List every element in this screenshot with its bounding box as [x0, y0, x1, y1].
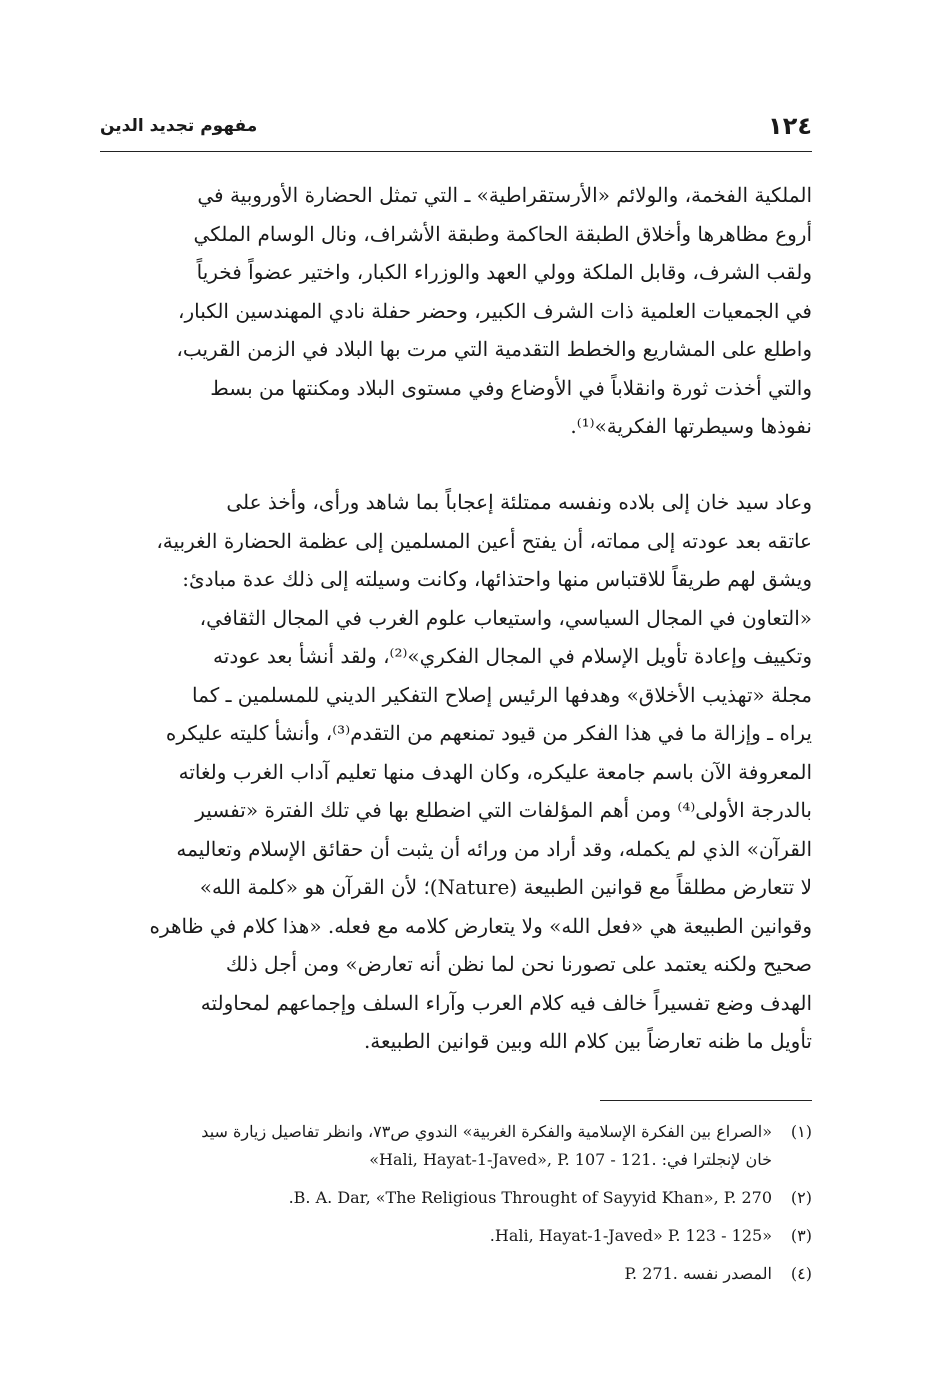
- footnote-number: (١): [790, 1122, 812, 1141]
- footnote-number: (٢): [790, 1188, 812, 1207]
- page-header: [100, 108, 812, 148]
- running-title: مفهوم تجديد الدين: [100, 116, 258, 136]
- footnote-rule: [600, 1100, 812, 1101]
- footnote-text: «Hali, Hayat-1-Javed» P. 123 - 125.: [489, 1226, 772, 1245]
- footnote-4: [100, 1260, 812, 1288]
- footnote-text: «الصراع بين الفكرة الإسلامية والفكرة الغربية» الندوي ص٧٣، وانظر تفاصيل زيارة سيد خان لإنجلترا في: .Hali, Hayat-1-Javed», P. 107 - 121»: [201, 1122, 772, 1169]
- footnote-text: B. A. Dar, «The Religious Throught of Sayyid Khan», P. 270.: [288, 1188, 772, 1207]
- header-rule: [100, 151, 812, 152]
- footnote-2: [100, 1184, 812, 1212]
- page-number: ١٢٤: [768, 112, 812, 140]
- footnote-text: المصدر نفسه .P. 271: [624, 1264, 772, 1283]
- paragraph-2: وعاد سيد خان إلى بلاده ونفسه ممتلئة إعجاباً بما شاهد ورأى، وأخذ على عاتقه بعد عودته إلى مماته، أن يفتح أعين المسلمين إلى عظمة الحضارة الغربية، ويشق لهم طريقاً للاقتباس منها واحتذائها، وكانت وسيلته إلى ذلك عدة مبادئ: «التعاون في المجال السياسي، واستيعاب علوم الغرب في المجال الثقافي، وتكييف وإعادة تأويل الإسلام في المجال الفكري»⁽²⁾، ولقد أنشأ بعد عودته مجلة «تهذيب الأخلاق» وهدفها الرئيس إصلاح التفكير الديني للمسلمين ـ كما يراه ـ وإزالة ما في هذا الفكر من قيود تمنعهم من التقدم⁽³⁾، وأنشأ كليته عليكره المعروفة الآن باسم جامعة عليكره، وكان الهدف منها تعليم آداب الغرب ولغاته بالدرجة الأولى⁽⁴⁾ ومن أهم المؤلفات التي اضطلع بها في تلك الفترة «تفسير القرآن» الذي لم يكمله، وقد أراد من ورائه أن يثبت أن حقائق الإسلام وتعاليمه لا تتعارض مطلقاً مع قوانين الطبيعة (Nature)؛ لأن القرآن هو «كلمة الله» وقوانين الطبيعة هي «فعل الله» ولا يتعارض كلامه مع فعله. «هذا كلام في ظاهره صحيح ولكنه يعتمد على تصورنا نحن لما نظن أنه تعارض» ومن أجل ذلك الهدف وضع تفسيراً خالف فيه كلام العرب وآراء السلف وإجماعهم لمحاولته تأويل ما ظنه تعارضاً بين كلام الله وبين قوانين الطبيعة.: [149, 490, 812, 1053]
- footnotes: [100, 1118, 812, 1298]
- footnote-1: [100, 1118, 812, 1174]
- footnote-3: [100, 1222, 812, 1250]
- footnote-number: (٤): [790, 1264, 812, 1283]
- footnote-number: (٣): [790, 1226, 812, 1245]
- paragraph-1: الملكية الفخمة، والولائم «الأرستقراطية» ـ التي تمثل الحضارة الأوروبية في أروع مظاهرها وأخلاق الطبقة الحاكمة وطبقة الأشراف، ونال الوسام الملكي ولقب الشرف، وقابل الملكة وولي العهد والوزراء الكبار، واختير عضواً فخرياً في الجمعيات العلمية ذات الشرف الكبير، وحضر حفلة نادي المهندسين الكبار، واطلع على المشاريع والخطط التقدمية التي مرت بها البلاد في الزمن القريب، والتي أخذت ثورة وانقلاباً في الأوضاع وفي مستوى البلاد ومكنتها من بسط نفوذها وسيطرتها الفكرية»⁽¹⁾.: [176, 183, 812, 438]
